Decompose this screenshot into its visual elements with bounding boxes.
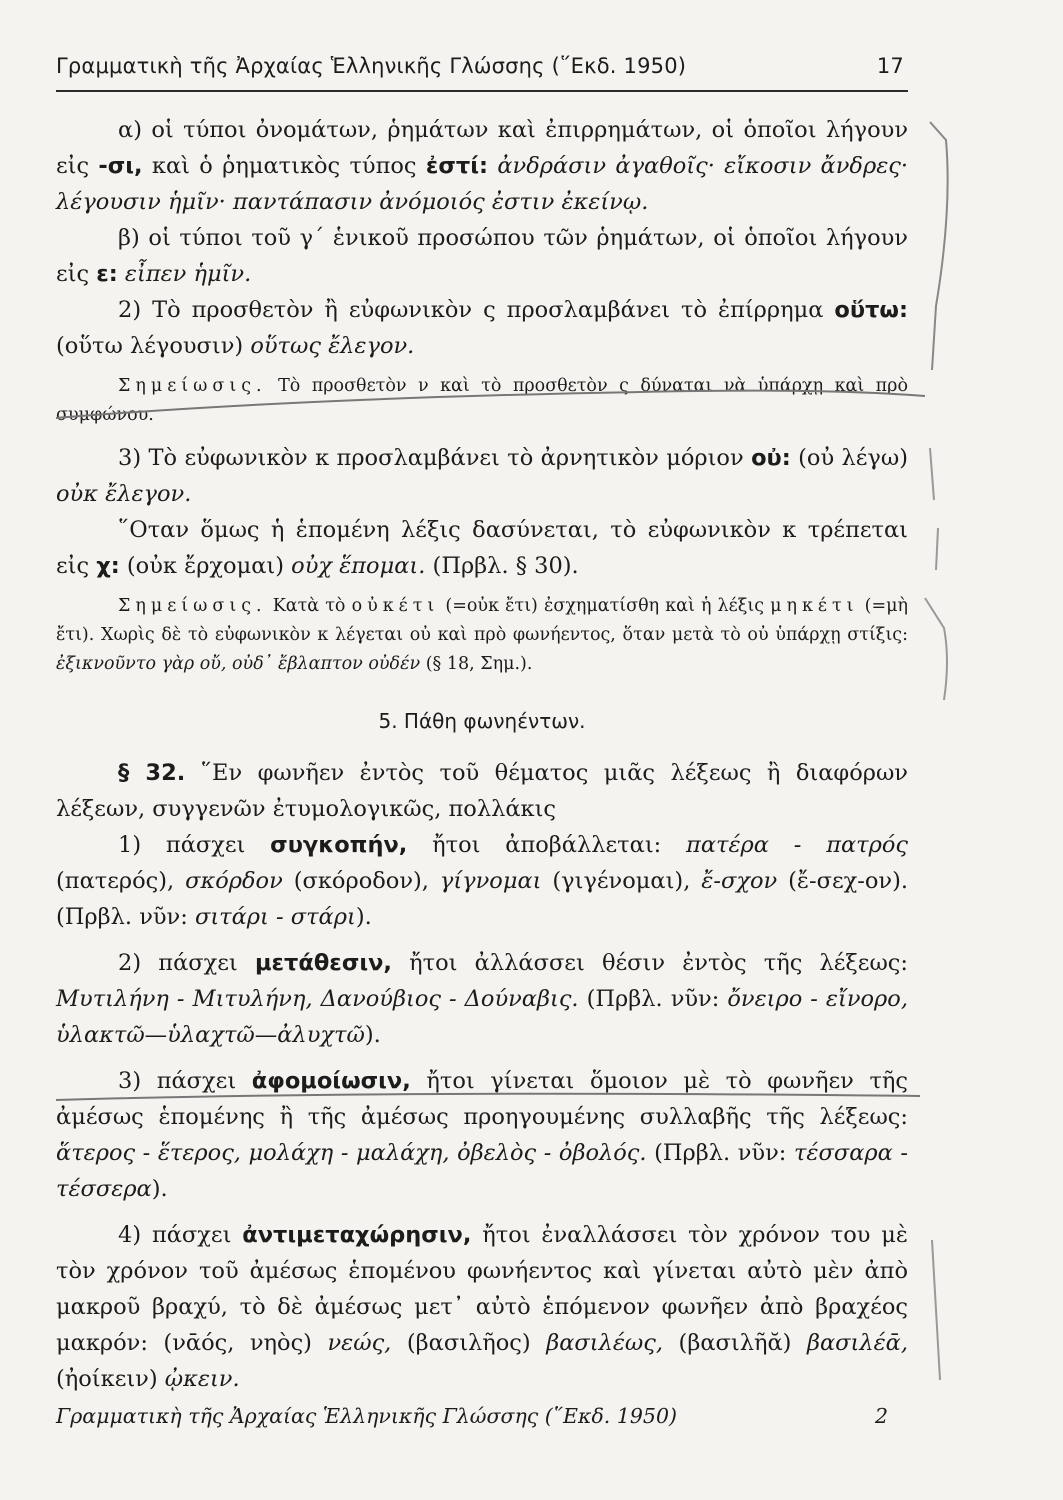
text-run: 3) Τὸ εὐφωνικὸν κ προσλαμβάνει τὸ ἀρνητικὸν μόριον [118,445,752,471]
pencil-bracket-mid [930,448,938,570]
text-run: (=μὴ ἔτι). Χωρὶς δὲ τὸ εὐφωνικὸν κ λέγεται οὐ καὶ πρὸ φωνήεντος, ὅταν μετὰ τὸ οὐ ὑπάρχῃ στίξις: [56,596,908,645]
bold-term: ἀντιμεταχώρησιν, [242,1222,472,1248]
example-text: σιτάρι - στάρι [194,904,356,930]
text-run: (σκόροδον), [282,868,440,894]
note-label: Σημείωσις. [118,376,267,396]
text-run: (Πρβλ. § 30). [425,553,579,579]
text-run: (§ 18, Σημ.). [420,654,533,674]
text-run: καὶ ὁ ῥηματικὸς τύπος [142,153,426,179]
pencil-underline-note [56,391,925,418]
spaced-term: οὐκέτι [351,596,440,616]
printer-signature: 2 [874,1404,888,1428]
text-run: (πατερός), [56,868,186,894]
text-run: 3) πάσχει [118,1068,252,1094]
pencil-bracket-bottom [932,1240,940,1380]
text-run: 2) πάσχει [118,950,255,976]
header-title: Γραμματικὴ τῆς Ἀρχαίας Ἑλληνικῆς Γλώσσης (῞Εκδ. 1950) [56,54,687,78]
text-run: (ἔ-σεχ-ον). (Πρβλ. νῦν: [56,868,908,930]
section-title: 5. Πάθη φωνηέντων. [378,709,586,733]
example-text: οὐχ ἕπομαι. [291,553,426,579]
bold-term: μετάθεσιν, [254,950,392,976]
pencil-bracket-top [930,122,948,370]
bold-term: οὐ: [751,445,791,471]
bold-term: οὕτω: [834,297,908,323]
text-run: (βασιλῆος) [391,1330,547,1356]
text-run: ). [364,1022,381,1048]
text-run: ἤτοι ἐναλλάσσει τὸν χρόνον του μὲ τὸν χρόνον τοῦ ἀμέσως ἑπομένου φωνήεντος καὶ γίνεται αὐτὸ μὲν ἀπὸ μακροῦ βραχύ, τὸ δὲ ἀμέσως μετ᾽ αὐτὸ ἑπόμενον φωνῆεν ἀπὸ βραχέος μακρόν: (νᾱός, νηὸς) [56,1222,908,1356]
text-run: ῞Οταν ὅμως ἡ ἑπομένη λέξις δασύνεται, τὸ εὐφωνικὸν κ τρέπεται εἰς [56,517,908,579]
page-number: 17 [876,54,904,78]
text-run: (οὐ λέγω) [790,445,909,471]
text-run: (γιγένομαι), [541,868,702,894]
text-run: ἤτοι γίνεται ὅμοιον μὲ τὸ φωνῆεν τῆς ἀμέσως ἑπομένης ἢ τῆς ἀμέσως προηγουμένης συλλαβῆς τῆς λέξεως: [56,1068,908,1130]
bold-term: χ: [96,553,120,579]
example-text: γίγνομαι [439,868,542,894]
bold-term: συγκοπήν, [270,832,408,858]
bold-term: ε: [96,261,118,287]
example-text: νεώς, [327,1330,392,1356]
example-text: ἔ-σχον [701,868,778,894]
example-text: οὕτως ἔλεγον. [250,333,415,359]
text-run: α) οἱ τύποι ὀνομάτων, ῥημάτων καὶ ἐπιρρημάτων, οἱ ὁποῖοι λήγουν εἰς [56,117,908,179]
text-run: ). [151,1176,168,1202]
example-text: οὐκ ἔλεγον. [56,481,192,507]
example-text: ὄνειρο - εἴνορο, ὑλακτῶ—ὑλαχτῶ—ἀλυχτῶ [56,986,908,1048]
bold-term: ἐστί: [425,153,489,179]
bold-term: -σι, [98,153,143,179]
text-run: (βασιλῆᾰ) [663,1330,807,1356]
note-label: Σημείωσις. [118,596,267,616]
example-text: τέσσαρα - τέσσερα [56,1140,908,1202]
text-run: ῞Εν φωνῆεν ἐντὸς τοῦ θέματος μιᾶς λέξεως ἢ διαφόρων λέξεων, συγγενῶν ἐτυμολογικῶς, πολλάκις [56,760,908,822]
example-text: ἅτερος - ἕτερος, μολάχη - μαλάχη, ὀβελὸς - ὀβολός. [56,1140,647,1166]
footer-title: Γραμματικὴ τῆς Ἀρχαίας Ἑλληνικῆς Γλώσσης (῞Εκδ. 1950) [56,1404,677,1428]
section-number: § 32. [118,760,186,786]
pencil-underline-item3 [56,1094,920,1100]
text-run: (=οὐκ ἔτι) ἐσχηματίσθη καὶ ἡ λέξις [439,596,771,616]
text-run: 2) Τὸ προσθετὸν ἢ εὐφωνικὸν ς προσλαμβάνει τὸ ἐπίρρημα [118,297,835,323]
text-run: 4) πάσχει [118,1222,243,1248]
text-run: (οὕτω λέγουσιν) [56,333,251,359]
text-run: (Πρβλ. νῦν: [578,986,728,1012]
spaced-term: μηκέτι [770,596,859,616]
text-run: Κατὰ τὸ [266,596,352,616]
example-text: Μυτιλήνη - Μιτυλήνη, Δανούβιος - Δούναβις. [56,986,579,1012]
text-run: (Πρβλ. νῦν: [646,1140,794,1166]
example-text: εἶπεν ἡμῖν. [124,261,252,287]
example-text: ἀνδράσιν ἀγαθοῖς· εἴκοσιν ἄνδρες· λέγουσιν ἡμῖν· παντάπασιν ἀνόμοιός ἐστιν ἐκείνῳ. [56,153,909,215]
example-text: ἐξικνοῦντο γὰρ οὔ, οὐδ᾽ ἔβλαπτον οὐδέν [56,654,421,674]
example-text: πατέρα - πατρός [686,832,908,858]
example-text: ᾠκειν. [164,1366,240,1392]
example-text: βασιλέως, [546,1330,664,1356]
pencil-bracket-note2 [925,598,947,700]
text-run: (οὐκ ἔρχομαι) [119,553,292,579]
text-run: ). [355,904,372,930]
text-run: (ἠοίκειν) [56,1366,165,1392]
text-run: 1) πάσχει [118,832,271,858]
text-run: Τὸ προσθετὸν ν καὶ τὸ προσθετὸν ς δύναται νὰ ὑπάρχῃ καὶ πρὸ συμφώνου. [56,376,908,425]
bold-term: ἀφομοίωσιν, [251,1068,411,1094]
text-run: ἤτοι ἀποβάλλεται: [407,832,687,858]
example-text: σκόρδον [185,868,283,894]
text-run: β) οἱ τύποι τοῦ γ΄ ἑνικοῦ προσώπου τῶν ῥημάτων, οἱ ὁποῖοι λήγουν εἰς [56,225,908,287]
text-run: ἤτοι ἀλλάσσει θέσιν ἐντὸς τῆς λέξεως: [391,950,908,976]
example-text: βασιλέᾱ, [806,1330,909,1356]
